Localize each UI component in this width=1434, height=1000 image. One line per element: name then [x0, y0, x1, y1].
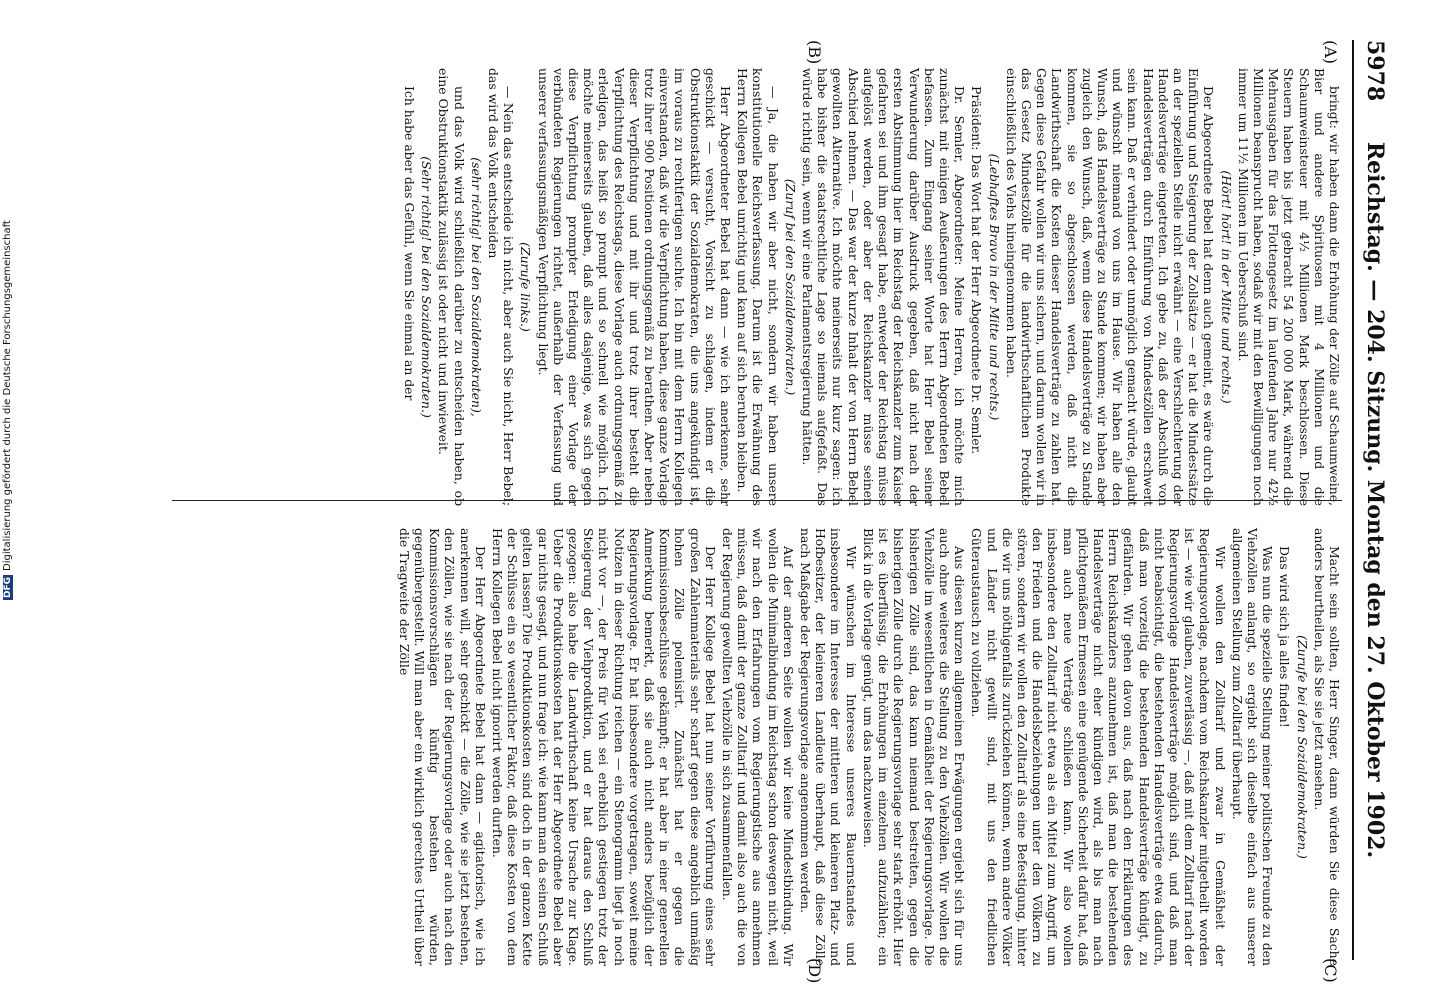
speaker-paragraph: Dr. Semler, Abgeordneter: Meine Herren, ich möchte mich zunächst mit einigen Aeußerungen des Herrn Abgeordneten Bebel befassen. Zum Eingang seiner Worte hat Herr Bebel seiner Verwunderung darüber Ausdruck gegeben, daß nicht nach der ersten Abstimmung hier im Reichstag der Reichskanzler zum Kaiser gefahren sei und ihm gesagt habe, entweder der Reichstag müsse aufgelöst werden, oder aber der Reichskanzler müsse seinen Abschied nehmen. — Das war der kurze Inhalt der von Herrn Bebel gewollten Alternative. Ich möchte meinerseits nur kurz sagen: ich habe bisher die staatsrechtliche Lage so niemals aufgefaßt. Das würde richtig sein, wenn wir eine Parlamentsregierung hätten.: [800, 68, 968, 506]
paragraph: Ich habe aber das Gefühl, wenn Sie einmal an der: [402, 86, 418, 401]
paragraph: Der Abgeordnete Bebel hat denn auch gemeint, es wäre durch die Einführung und Steigerung der Zollsätze — er hat die Mindestsätze an der speziellen Stelle nicht erwähnt — eine Verschlechterung der Handelsverträge eingetreten. Ich gebe zu, daß der Abschluß von Handelsverträgen durch Einführung von Mindestzöllen erschwert sein kann. Daß er verhindert oder unmöglich gemacht würde, glaubt und wünscht niemand von uns im Hause. Wir haben alle den Wunsch, daß Handelsverträge zu Stande kommen; wir haben aber zugleich den Wunsch, daß, wenn diese Handelsverträge zu Stande kommen, sie so abgeschlossen werden, daß nicht die Landwirthschaft die Kosten dieser Handelsverträge zu zahlen hat. Gegen diese Gefahr wollen wir uns sichern, und darum wollen wir in das Gesetz Mindestzölle für die landwirthschaftlichen Produkte einschließlich des Viehs hineingenommen haben.: [1003, 68, 1217, 506]
interjection: (sehr richtig! bei den Sozialdemokraten),: [468, 157, 484, 417]
interjection: (Zuruf bei den Sozialdemokraten.): [782, 178, 798, 396]
left-column: [172, 68, 1342, 506]
paragraph: Herr Abgeordneter Bebel hat dann — wie ich anerkenne, sehr geschickt — versucht, Vorsicht zu schlagen, indem er die Obstruktionstaktik der Sozialdemokraten, die uns angekündigt ist, im voraus zu rechtfertigen suchte. Ich bin mit dem Herrn Kollegen einverstanden, daß wir die Verpflichtung haben, diese ganze Vorlage trotz ihrer 900 Positionen ordnungsgemäß zu berathen. Aber neben dieser Verpflichtung und mit ihr und trotz ihrer besteht die Verpflichtung des Reichstags, diese Vorlage auch ordnungsgemäß zu erledigen, das heißt so prompt und so schnell wie möglich. Ich möchte meinerseits glauben, daß alles dasjenige, was sich gegen diese Verpflichtung prompter Erledigung einer Vorlage der verbündeten Regierungen richtet, außerhalb der Verfassung und unserer verfassungsmäßigen Verpflichtung liegt.: [535, 68, 734, 506]
paragraph: Wir wollen den Zolltarif und zwar in Gemäßheit der Regierungsvorlage, nachdem vom Reichskanzler mitgetheilt worden ist — wie wir glauben, zuverlässig —, daß mit dem Zolltarif nach der Regierungsvorlage Handelsverträge möglich sind, und daß man nicht beabsichtigt, die bestehenden Handelsverträge etwa dadurch, daß man vorzeitig die bestehenden Handelsverträge kündigt, zu gefährden. Wir gehen davon aus, daß nach den Erklärungen des Herrn Reichskanzlers anzunehmen ist, daß man die bestehenden Handelsverträge nicht eher kündigen wird, als bis man nach pflichtgemäßem Ermessen eine genügende Sicherheit dafür hat, daß man auch neue Verträge schließen kann. Wir also wollen insbesondere den Zolltarif nicht etwa als ein Mittel zum Angriff, um den Frieden und die Handelsbeziehungen unter den Völkern zu stören, sondern wir wollen den Zolltarif als eine Befestigung, hinter die wir uns nöthigenfalls zurückziehen können, wenn andere Völker und Länder nicht gewillt sind, mit uns den friedlichen Güteraustausch zu vollziehen.: [969, 528, 1228, 966]
paragraph: und das Volk wird schließlich darüber zu entscheiden haben, ob eine Obstruktionstaktik zulässig ist oder nicht und inwieweit.: [436, 68, 467, 506]
interjection: (Zurufe links.): [518, 242, 534, 332]
page-title: Reichstag. — 204. Sitzung. Montag den 27. Oktober 1902.: [1362, 141, 1388, 859]
interjection: (Hört! hört! in der Mitte und rechts.): [1218, 170, 1234, 404]
paragraph: Aus diesen kurzen allgemeinen Erwägungen ergiebt sich für uns auch ohne weiteres die Stellung zu den Viehzöllen. Wir wollen die Viehzölle im wesentlichen in Gemäßheit der Regierungsvorlage. Die bisherigen Zölle sind, das kann niemand bestreiten, gegen die bisherigen Zölle durch die Regierungsvorlage sehr stark erhöht. Hier ist es überflüssig, die Erhöhungen im einzelnen aufzuzählen; ein Blick in die Vorlage genügt, um das nachzuweisen.: [860, 528, 968, 966]
paragraph: — Ja, die haben wir aber nicht, sondern wir haben unsere konstitutionelle Reichsverfassung. Darum ist die Erwähnung des Herrn Kollegen Bebel unrichtig und kann auf sich beruhen bleiben.: [735, 68, 781, 506]
footer-credit: Digitalisierung gefördert durch die Deutsche Forschungsgemeinschaft: [2, 220, 13, 571]
dfg-logo-icon: DFG: [3, 576, 13, 598]
interjection: (Sehr richtig! bei den Sozialdemokraten.): [419, 156, 435, 418]
column-divider: [172, 500, 1342, 501]
footer-credit-line: [2, 220, 13, 600]
paragraph: Wir wünschen im Interesse unseres Bauernstandes und insbesondere im Interesse der mittleren und kleineren Platz- und Hofbesitzer, der kleineren Landleute überhaupt, daß diese Zölle nach Maßgabe der Regierungsvorlage angenommen werden.: [798, 528, 859, 966]
margin-letter-a: (A): [1321, 40, 1340, 65]
interjection: (Zurufe bei den Sozialdemokraten.): [1294, 635, 1310, 859]
margin-letter-b: (B): [805, 40, 824, 65]
digitization-footer: [0, 0, 14, 1000]
paragraph: Macht sein sollten, Herr Singer, dann würden Sie diese Sache anders beurtheilen, als Sie sie jetzt ansehen.: [1311, 528, 1342, 966]
speaker-paragraph: Präsident: Das Wort hat der Herr Abgeordnete Dr. Semler.: [969, 86, 985, 455]
paragraph: Auf der anderen Seite wollen wir keine Mindestbindung. Wir wollen die Minimalbindung im Reichstag schon deswegen nicht, weil wir nach den Erfahrungen vom Regierungstische aus annehmen müssen, daß damit der ganze Zolltarif und damit also auch die von der Regierung gewollten Viehzölle in sich zusammenfallen.: [720, 528, 796, 966]
paragraph: bringt: wir haben dann die Erhöhung der Zölle auf Schaumweine, Bier und andere Spirituosen mit 4 Millionen und die Schaumweinsteuer mit 4½ Millionen Mark beschlossen. Diese Steuern haben bis jetzt gebracht 54 200 000 Mark, während die Mehrausgaben für das Flottengesetz im laufenden Jahre nur 42½ Millionen beansprucht haben, sodaß wir mit den Bewilligungen noch immer um 11½ Millionen im Ueberschuß sind.: [1235, 68, 1342, 506]
paragraph: Der Herr Kollege Bebel hat nun seiner Vorführung eines sehr großen Zahlenmaterials sehr scharf gegen diese angeblich unmäßig hohen Zölle polemisirt. Zunächst hat er gegen die Kommissionsbeschlüsse gekämpft; er hat aber in einer generellen Anmerkung bemerkt, daß sie auch nicht anders bezüglich der Regierungsvorlage. Er hat insbesondere vorgetragen, soweit meine Notizen in dieser Richtung reichen — ein Stenogramm liegt ja noch nicht vor —, der Preis für Vieh sei erheblich gestiegen trotz der Steigerung der Viehproduktion, und er hat daraus den Schluß gezogen: also habe die Landwirthschaft keine Ursache zur Klage. Ueber die Produktionskosten hat der Herr Abgeordnete Bebel aber gar nichts gesagt, und nun frage ich: wie kann man da seinen Schluß gelten lassen? Die Produktionskosten sind doch in der ganzen Kette der Schlüsse ein so wesentlicher Faktor, daß diese Kosten von dem Herrn Kollegen Bebel nicht ignorirt werden durften.: [490, 528, 718, 966]
right-column: [172, 528, 1342, 966]
paragraph: Der Herr Abgeordnete Bebel hat dann — agitatorisch, wie ich anerkennen will, sehr geschickt — die Zölle, wie sie jetzt bestehen, den Zöllen, wie sie nach der Regierungsvorlage oder auch nach den Kommissionsvorschlägen künftig bestehen würden, gegenübergestellt. Will man aber ein wirklich gerechtes Urtheil über die Tragweite der Zölle: [396, 528, 488, 966]
margin-letter-d: (D): [805, 958, 824, 984]
paragraph: Was nun die spezielle Stellung meiner politischen Freunde zu den Viehzöllen anlangt, so ergiebt sich dieselbe einfach aus unserer allgemeinen Stellung zum Zolltarif überhaupt.: [1229, 528, 1276, 966]
paragraph: — Nein das entscheide ich nicht, aber auch Sie nicht, Herr Bebel; das wird das Volk entscheiden: [486, 68, 517, 506]
page-header: [1352, 40, 1394, 960]
interjection: (Lebhaftes Bravo in der Mitte und rechts.): [986, 153, 1002, 421]
paragraph: Das wird sich ja alles finden!: [1277, 546, 1293, 728]
page-number: 5978: [1362, 40, 1388, 102]
margin-letter-c: (C): [1321, 958, 1340, 983]
